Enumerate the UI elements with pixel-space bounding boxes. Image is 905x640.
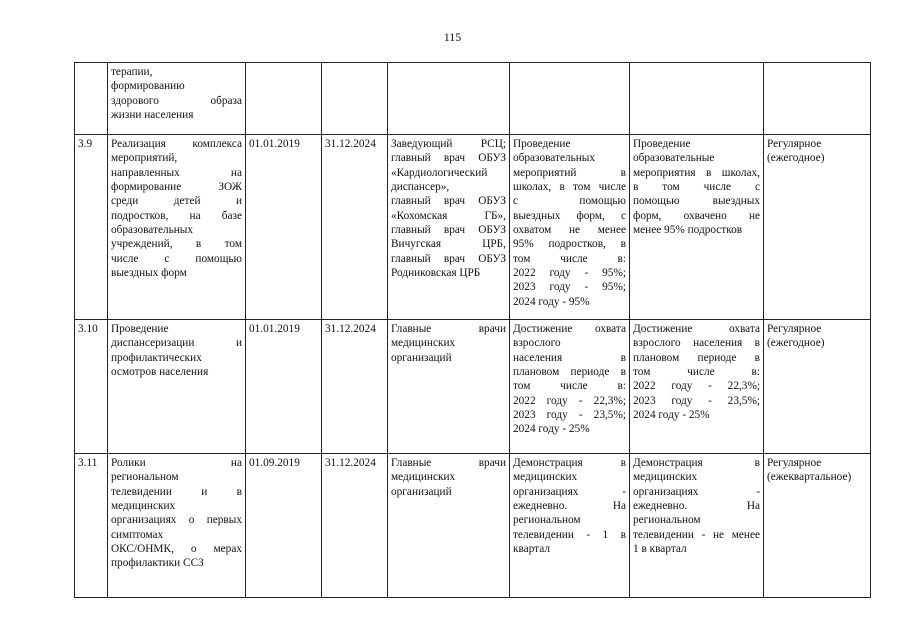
expected-result-line: Достижение охвата xyxy=(513,323,626,335)
executors-line: медицинских xyxy=(391,337,456,350)
measure-name-line: формированию xyxy=(111,80,185,93)
end-date: 31.12.2024 xyxy=(325,457,376,469)
control-result-line: плановом периоде в xyxy=(633,351,760,364)
expected-result-line: образовательных xyxy=(513,152,596,165)
expected-result-line: охватом не менее xyxy=(513,224,626,237)
executors-line: Заведующий РСЦ; xyxy=(391,138,506,150)
measure-name-line: формирование ЗОЖ xyxy=(111,181,242,194)
table-row xyxy=(75,320,871,454)
measure-name-line: организациях о первых xyxy=(111,514,242,527)
measure-name-line: симптомах xyxy=(111,528,164,541)
periodicity-line: (ежегодное) xyxy=(767,337,825,350)
control-result-cell xyxy=(630,320,764,454)
expected-result-line: мероприятий в xyxy=(513,166,626,179)
measure-name-line: ОКС/ОНМК, о мерах xyxy=(111,543,242,556)
executors-cell xyxy=(388,454,510,598)
measure-name-line: региональном xyxy=(111,471,179,484)
measure-name-line: Проведение xyxy=(111,323,169,335)
control-result-line: ежедневно. На xyxy=(633,500,760,513)
expected-result-line: 2022 году - 95%; xyxy=(513,267,626,280)
start-date: 01.01.2019 xyxy=(249,138,300,150)
periodicity-line: (ежеквартальное) xyxy=(767,471,852,484)
control-result-cell xyxy=(630,135,764,320)
control-result-line: 2022 году - 22,3%; xyxy=(633,380,760,393)
periodicity-line: Регулярное xyxy=(767,323,822,335)
measure-name-cell xyxy=(108,320,246,454)
measure-name-line: образовательных xyxy=(111,224,194,237)
executors-line: организаций xyxy=(391,351,452,364)
measure-name-line: медицинских xyxy=(111,500,176,513)
start-date-cell xyxy=(246,63,322,135)
expected-result-line: 2024 году - 95% xyxy=(513,295,590,308)
control-result-line: взрослого населения в xyxy=(633,337,760,350)
expected-result-line: телевидении - 1 в xyxy=(513,528,626,541)
measure-name-line: телевидении и в xyxy=(111,485,242,498)
control-result-line: Демонстрация в xyxy=(633,457,760,469)
control-result-line: телевидении - не менее xyxy=(633,528,760,541)
expected-result-cell xyxy=(510,320,630,454)
measure-name-cell xyxy=(108,454,246,598)
executors-line: главный врач ОБУЗ xyxy=(391,152,506,165)
periodicity-cell xyxy=(764,320,871,454)
measure-name-line: выездных форм xyxy=(111,267,187,280)
expected-result-line: плановом периоде в xyxy=(513,366,626,379)
measure-name-line: среди детей и xyxy=(111,195,242,208)
executors-line: главный врач ОБУЗ xyxy=(391,224,506,237)
executors-cell xyxy=(388,320,510,454)
executors-line: Главные врачи xyxy=(391,323,506,335)
executors-line: медицинских xyxy=(391,471,456,484)
expected-result-line: Демонстрация в xyxy=(513,457,626,469)
expected-result-line: ежедневно. На xyxy=(513,500,626,513)
measure-name-line: жизни населения xyxy=(111,109,194,122)
control-result-line: медицинских xyxy=(633,471,698,484)
start-date-cell xyxy=(246,454,322,598)
expected-result-line: взрослого xyxy=(513,337,561,350)
expected-result-line: 2023 году - 95%; xyxy=(513,281,626,294)
measure-name-cell xyxy=(108,63,246,135)
periodicity-line: (ежегодное) xyxy=(767,152,825,165)
control-result-line: мероприятия в школах, xyxy=(633,166,760,179)
measure-name-line: диспансеризации и xyxy=(111,337,242,350)
expected-result-cell xyxy=(510,63,630,135)
executors-line: Вичугская ЦРБ, xyxy=(391,238,506,251)
periodicity-cell xyxy=(764,63,871,135)
expected-result-line: организациях - xyxy=(513,485,626,498)
control-result-cell xyxy=(630,63,764,135)
executors-line: главный врач ОБУЗ xyxy=(391,252,506,265)
measure-name-line: учреждений, в том xyxy=(111,238,242,251)
start-date-cell xyxy=(246,135,322,320)
start-date: 01.01.2019 xyxy=(249,323,300,335)
expected-result-cell xyxy=(510,135,630,320)
end-date-cell xyxy=(322,320,388,454)
expected-result-line: 2022 году - 22,3%; xyxy=(513,394,626,407)
control-result-line: менее 95% подростков xyxy=(633,224,743,237)
control-result-line: помощью выездных xyxy=(633,195,760,208)
executors-line: главный врач ОБУЗ xyxy=(391,195,506,208)
measure-name-line: осмотров населения xyxy=(111,366,209,379)
table-row xyxy=(75,454,871,598)
executors-line: Родниковская ЦРБ xyxy=(391,267,481,280)
row-number-cell xyxy=(75,63,108,135)
end-date-cell xyxy=(322,63,388,135)
periodicity-cell xyxy=(764,135,871,320)
expected-result-line: 2024 году - 25% xyxy=(513,423,590,436)
start-date-cell xyxy=(246,320,322,454)
executors-cell xyxy=(388,135,510,320)
measure-name-line: терапии, xyxy=(111,66,153,78)
expected-result-line: том числе в: xyxy=(513,252,626,265)
row-number-cell xyxy=(75,320,108,454)
expected-result-line: с помощью xyxy=(513,195,626,208)
row-number-cell xyxy=(75,454,108,598)
measure-name-line: числе с помощью xyxy=(111,252,242,265)
expected-result-line: 2023 году - 23,5%; xyxy=(513,409,626,422)
measure-name-line: мероприятий, xyxy=(111,152,178,165)
end-date-cell xyxy=(322,135,388,320)
measure-name-cell xyxy=(108,135,246,320)
expected-result-line: квартал xyxy=(513,543,551,556)
periodicity-cell xyxy=(764,454,871,598)
expected-result-line: Проведение xyxy=(513,138,571,150)
control-result-line: в том числе с xyxy=(633,181,760,194)
executors-cell xyxy=(388,63,510,135)
row-number: 3.9 xyxy=(78,138,93,150)
control-result-line: 2023 году - 23,5%; xyxy=(633,394,760,407)
executors-line: диспансер», xyxy=(391,181,450,194)
executors-line: «Кохомская ГБ», xyxy=(391,209,506,222)
end-date: 31.12.2024 xyxy=(325,138,376,150)
measure-name-line: здорового образа xyxy=(111,94,242,107)
row-number: 3.10 xyxy=(78,323,98,335)
control-result-line: Проведение xyxy=(633,138,691,150)
control-result-line: 1 в квартал xyxy=(633,543,687,556)
end-date-cell xyxy=(322,454,388,598)
control-result-line: образовательные xyxy=(633,152,715,165)
periodicity-line: Регулярное xyxy=(767,138,822,150)
page-number: 115 xyxy=(443,30,462,44)
end-date: 31.12.2024 xyxy=(325,323,376,335)
control-result-line: том числе в: xyxy=(633,366,760,379)
measure-name-line: профилактических xyxy=(111,351,202,364)
executors-line: «Кардиологический xyxy=(391,166,488,179)
expected-result-line: выездных форм, с xyxy=(513,209,626,222)
measure-name-line: Ролики на xyxy=(111,457,242,469)
measure-name-line: профилактики ССЗ xyxy=(111,557,204,570)
expected-result-line: том числе в: xyxy=(513,380,626,393)
control-result-cell xyxy=(630,454,764,598)
control-result-line: региональном xyxy=(633,514,701,527)
executors-line: организаций xyxy=(391,485,452,498)
expected-result-cell xyxy=(510,454,630,598)
control-result-line: форм, охвачено не xyxy=(633,209,760,222)
expected-result-line: медицинских xyxy=(513,471,578,484)
control-result-line: 2024 году - 25% xyxy=(633,409,710,422)
expected-result-line: региональном xyxy=(513,514,581,527)
executors-line: Главные врачи xyxy=(391,457,506,469)
row-number: 3.11 xyxy=(78,457,98,469)
measure-name-line: Реализация комплекса xyxy=(111,138,242,150)
periodicity-line: Регулярное xyxy=(767,457,822,469)
measure-name-line: направленных на xyxy=(111,166,242,179)
table-row xyxy=(75,135,871,320)
control-result-line: организациях - xyxy=(633,485,760,498)
measures-table xyxy=(74,62,871,598)
control-result-line: Достижение охвата xyxy=(633,323,760,335)
row-number-cell xyxy=(75,135,108,320)
expected-result-line: 95% подростков, в xyxy=(513,238,626,251)
table-row xyxy=(75,63,871,135)
measure-name-line: подростков, на базе xyxy=(111,209,242,222)
start-date: 01.09.2019 xyxy=(249,457,300,469)
expected-result-line: школах, в том числе xyxy=(513,181,626,194)
expected-result-line: населения в xyxy=(513,351,626,364)
